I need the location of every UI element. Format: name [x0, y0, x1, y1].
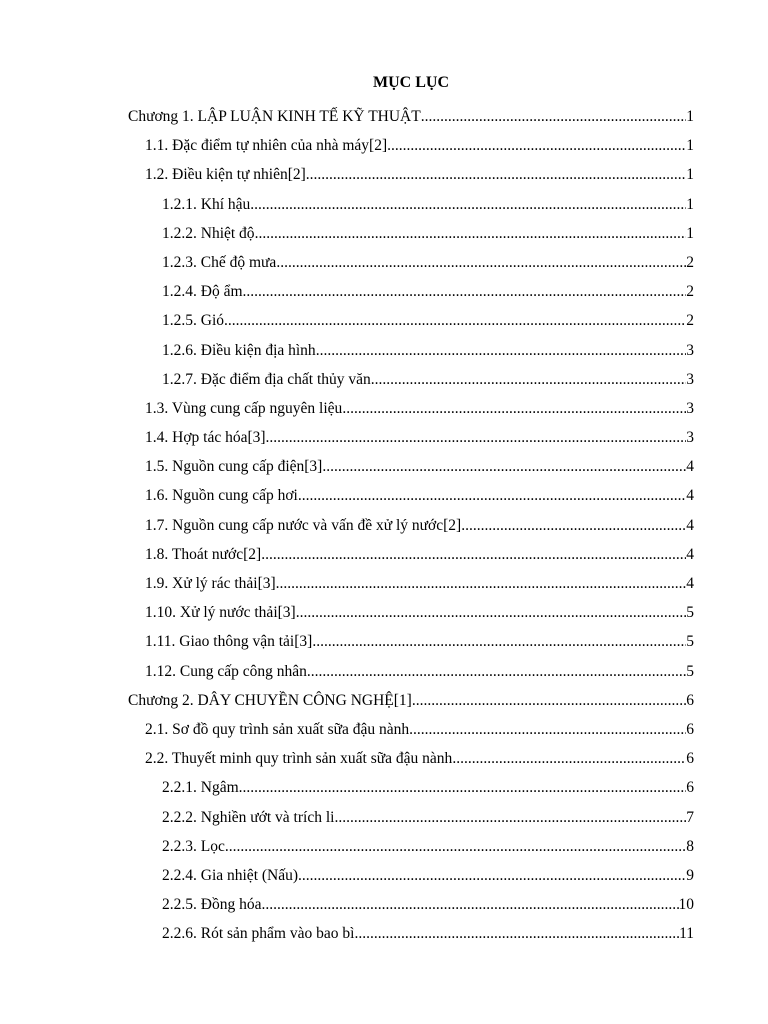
toc-entry-page-number: 9 [686, 866, 694, 884]
toc-entry[interactable] [0, 657, 768, 686]
toc-entry-label: 1.1. Đặc điểm tự nhiên của nhà máy[2] [145, 137, 388, 155]
toc-entry[interactable] [0, 365, 768, 394]
toc-entry-row [145, 657, 694, 686]
toc-entry-page-number: 5 [686, 633, 694, 651]
toc-dot-leader [298, 481, 686, 510]
toc-entry-label: 1.2. Điều kiện tự nhiên[2] [145, 166, 306, 184]
toc-entry-label: 1.11. Giao thông vận tải[3] [145, 633, 313, 651]
toc-entry[interactable] [0, 773, 768, 802]
toc-entry-page-number: 1 [686, 224, 694, 242]
toc-entry-page-number: 8 [686, 837, 694, 855]
toc-entry-label: 1.9. Xử lý rác thải[3] [145, 575, 276, 592]
toc-entry-page-number: 2 [686, 283, 694, 301]
toc-entry-page-number: 6 [686, 691, 694, 709]
toc-dot-leader [452, 744, 686, 773]
toc-dot-leader [250, 190, 686, 219]
toc-entry[interactable] [0, 832, 768, 861]
toc-entry[interactable] [0, 686, 768, 715]
toc-entry-row [162, 336, 694, 365]
toc-entry-label: 2.2.6. Rót sản phẩm vào bao bì [162, 925, 355, 943]
toc-entry-page-number: 2 [686, 253, 694, 271]
toc-entry-label: Chương 1. LẬP LUẬN KINH TẾ KỸ THUẬT [128, 108, 421, 125]
toc-entry[interactable] [0, 423, 768, 452]
toc-dot-leader [307, 657, 686, 686]
toc-entry-page-number: 1 [686, 166, 694, 184]
toc-entry-row [145, 481, 694, 510]
toc-dot-leader [322, 452, 686, 481]
toc-entry-page-number: 11 [679, 925, 694, 943]
toc-entry-row [145, 598, 694, 627]
toc-dot-leader [243, 277, 687, 306]
toc-entry[interactable] [0, 540, 768, 569]
toc-entry[interactable] [0, 598, 768, 627]
toc-dot-leader [371, 365, 686, 394]
toc-entry-label: 1.2.7. Đặc điểm địa chất thủy văn [162, 370, 371, 388]
toc-entry-row [145, 394, 694, 423]
toc-entry[interactable] [0, 569, 768, 598]
toc-dot-leader [225, 832, 686, 861]
toc-entry[interactable] [0, 861, 768, 890]
toc-dot-leader [296, 598, 687, 627]
toc-dot-leader [266, 423, 687, 452]
toc-entry-label: 2.2. Thuyết minh quy trình sản xuất sữa đậu nành [145, 750, 453, 768]
toc-entry-page-number: 3 [686, 399, 694, 417]
toc-entry-row [162, 919, 694, 948]
toc-entry-label: 1.2.2. Nhiệt độ [162, 224, 255, 242]
toc-entry-row [162, 248, 694, 277]
toc-entry-page-number: 7 [686, 808, 694, 826]
toc-entry[interactable] [0, 481, 768, 510]
toc-entry-page-number: 4 [686, 458, 694, 476]
toc-entry-label: 1.4. Hợp tác hóa[3] [145, 429, 266, 447]
toc-entry[interactable] [0, 248, 768, 277]
toc-entry-label: 1.3. Vùng cung cấp nguyên liệu [145, 399, 343, 417]
toc-entry[interactable] [0, 744, 768, 773]
toc-entry-row [162, 803, 694, 832]
toc-entry-label: 1.2.4. Độ ẩm [162, 283, 243, 301]
toc-entry-row [145, 744, 694, 773]
toc-entry-row [162, 832, 694, 861]
toc-entry-row [145, 452, 694, 481]
toc-dot-leader [276, 569, 687, 598]
toc-dot-leader [461, 511, 686, 540]
toc-entry-row [128, 102, 694, 131]
toc-entry-row [162, 773, 694, 802]
toc-entry[interactable] [0, 190, 768, 219]
toc-entry-label: 1.2.6. Điều kiện địa hình [162, 341, 316, 359]
toc-entry-page-number: 3 [686, 429, 694, 447]
toc-entry-label: 1.6. Nguồn cung cấp hơi [145, 487, 298, 505]
toc-dot-leader [224, 306, 686, 335]
toc-entry-label: 1.5. Nguồn cung cấp điện[3] [145, 458, 323, 476]
toc-entry-page-number: 4 [686, 516, 694, 534]
toc-entry[interactable] [0, 160, 768, 189]
toc-entry[interactable] [0, 306, 768, 335]
toc-entry-row [145, 160, 694, 189]
toc-entry-row [162, 306, 694, 335]
toc-entry-row [162, 190, 694, 219]
toc-entry-page-number: 6 [686, 779, 694, 797]
toc-entry-row [145, 423, 694, 452]
toc-dot-leader [261, 890, 678, 919]
toc-entry-page-number: 1 [686, 195, 694, 213]
toc-dot-leader [255, 219, 687, 248]
toc-entry-page-number: 4 [686, 487, 694, 505]
toc-dot-leader [261, 540, 686, 569]
toc-entry-label: 2.2.5. Đồng hóa [162, 896, 262, 914]
toc-entry[interactable] [0, 131, 768, 160]
toc-entry-page-number: 1 [686, 137, 694, 155]
toc-entry-row [145, 540, 694, 569]
toc-entry-label: 2.1. Sơ đồ quy trình sản xuất sữa đậu nành [145, 720, 410, 738]
toc-entry-label: 1.2.5. Gió [162, 312, 224, 330]
toc-entry[interactable] [0, 452, 768, 481]
toc-entry-row [145, 511, 694, 540]
toc-entry[interactable] [0, 890, 768, 919]
toc-dot-leader [316, 336, 687, 365]
toc-entry-page-number: 1 [686, 108, 694, 125]
toc-entry-page-number: 3 [686, 341, 694, 359]
toc-entry-label: Chương 2. DÂY CHUYỀN CÔNG NGHỆ[1] [128, 691, 412, 709]
toc-entry-row [145, 569, 694, 598]
toc-entry-label: 1.2.3. Chế độ mưa [162, 253, 277, 271]
toc-entry-label: 1.10. Xử lý nước thải[3] [145, 604, 296, 622]
toc-entry-page-number: 6 [686, 750, 694, 768]
toc-entry-row [162, 365, 694, 394]
toc-dot-leader [342, 394, 686, 423]
toc-entry-label: 2.2.1. Ngâm [162, 779, 239, 797]
toc-entry[interactable] [0, 919, 768, 948]
toc-entry-label: 1.7. Nguồn cung cấp nước và vấn đề xử lý nước[2] [145, 516, 462, 534]
toc-entry-page-number: 6 [686, 720, 694, 738]
toc-dot-leader [306, 160, 686, 189]
table-of-contents [0, 102, 768, 948]
toc-entry[interactable] [0, 102, 768, 131]
toc-entry[interactable] [0, 803, 768, 832]
toc-dot-leader [387, 131, 686, 160]
toc-entry-page-number: 3 [686, 370, 694, 388]
toc-dot-leader [298, 861, 686, 890]
toc-entry-page-number: 4 [686, 545, 694, 563]
toc-entry-row [162, 219, 694, 248]
toc-entry-row [145, 715, 694, 744]
toc-dot-leader [239, 773, 687, 802]
toc-entry[interactable] [0, 336, 768, 365]
toc-title: MỤC LỤC [373, 74, 449, 91]
toc-entry-row [128, 686, 694, 715]
toc-dot-leader [421, 102, 687, 131]
toc-entry-row [145, 627, 694, 656]
toc-entry-page-number: 5 [686, 604, 694, 622]
toc-entry-label: 2.2.3. Lọc [162, 837, 225, 855]
toc-dot-leader [354, 919, 679, 948]
toc-dot-leader [276, 248, 686, 277]
toc-entry-label: 2.2.4. Gia nhiệt (Nấu) [162, 866, 299, 884]
toc-entry-label: 1.8. Thoát nước[2] [145, 545, 262, 563]
toc-dot-leader [334, 803, 686, 832]
toc-entry-page-number: 2 [686, 312, 694, 330]
toc-entry-row [145, 131, 694, 160]
toc-dot-leader [412, 686, 686, 715]
toc-entry[interactable] [0, 627, 768, 656]
toc-entry[interactable] [0, 394, 768, 423]
toc-dot-leader [312, 627, 686, 656]
toc-entry-row [162, 277, 694, 306]
toc-entry-page-number: 10 [678, 896, 694, 914]
toc-entry[interactable] [0, 277, 768, 306]
toc-entry[interactable] [0, 219, 768, 248]
toc-entry[interactable] [0, 511, 768, 540]
toc-entry[interactable] [0, 715, 768, 744]
toc-entry-label: 2.2.2. Nghiền ướt và trích li [162, 808, 335, 826]
toc-entry-row [162, 890, 694, 919]
toc-entry-label: 1.12. Cung cấp công nhân [145, 662, 307, 680]
toc-entry-row [162, 861, 694, 890]
toc-dot-leader [409, 715, 686, 744]
toc-entry-page-number: 4 [686, 575, 694, 592]
toc-entry-label: 1.2.1. Khí hậu [162, 195, 251, 213]
toc-entry-page-number: 5 [686, 662, 694, 680]
